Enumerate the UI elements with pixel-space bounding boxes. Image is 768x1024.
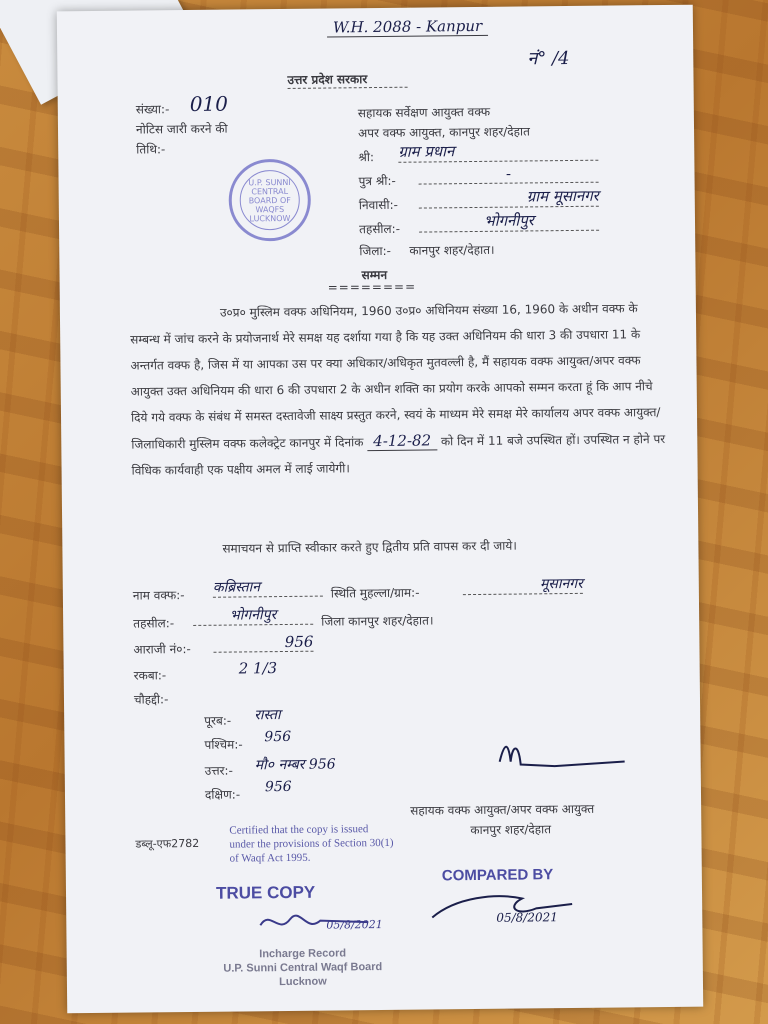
officer-designation-line-1: सहायक वक्फ आयुक्त/अपर वक्फ आयुक्त (410, 801, 595, 818)
north-label: उत्तर:- (204, 763, 233, 778)
notice-issue-label: नोटिस जारी करने की (135, 121, 228, 137)
tehsil-value: भोगनीपुर (419, 210, 599, 233)
location-label: स्थिति मुहल्ला/ग्राम:- (330, 585, 420, 601)
acknowledgement-paragraph: समाचयन से प्राप्ति स्वीकार करते हुए द्वितीय प्रति वापस कर दी जाये। (222, 538, 517, 556)
seal-text: U.P. SUNNI CENTRAL BOARD OF WAQFS LUCKNOW (248, 177, 291, 223)
notice-date-label: तिथि:- (136, 142, 166, 157)
plot-number-value: 956 (213, 633, 313, 653)
officer-signature-icon (494, 735, 634, 776)
addressee-name-label: श्री: (358, 150, 375, 165)
compared-by-date: 05/8/2021 (496, 910, 558, 925)
reference-code: डब्लू-एफ2782 (135, 836, 200, 851)
top-handwritten-reference: W.H. 2088 - Kanpur (327, 17, 488, 38)
location-value: मूसानगर (463, 574, 583, 595)
east-value: रास्ता (254, 707, 281, 724)
area-value: 2 1/3 (238, 659, 278, 678)
resident-label: निवासी:- (358, 197, 399, 213)
incharge-line-3: Lucknow (279, 975, 327, 989)
compared-by-stamp: COMPARED BY (441, 866, 554, 885)
incharge-record-stamp (223, 946, 383, 990)
office-line-2: अपर वक्फ आयुक्त, कानपुर शहर/देहात (357, 124, 531, 141)
son-of-label: पुत्र श्री:- (358, 173, 396, 189)
summons-body-tail: को दिन में 11 बजे उपस्थित हों। उपस्थित न होने पर विधिक कार्यवाही एक पक्षीय अमल में लाई जायेगी। (131, 432, 666, 478)
details-tehsil-label: तहसील:- (133, 616, 175, 631)
west-value: 956 (264, 728, 292, 746)
south-value: 956 (264, 778, 292, 796)
south-label: दक्षिण:- (204, 787, 241, 802)
number-label: संख्या:- (135, 102, 170, 117)
west-label: पश्चिम:- (204, 737, 243, 752)
certified-line-1: Certified that the copy is issued (229, 823, 369, 837)
serial-handwritten: नं° /4 (527, 47, 570, 70)
hearing-date-handwritten: 4-12-82 (367, 431, 437, 451)
waqf-name-value: कब्रिस्तान (213, 577, 323, 598)
officer-designation-line-2: कानपुर शहर/देहात (470, 822, 552, 838)
district-value: कानपुर शहर/देहात। (409, 242, 495, 258)
incharge-line-1: Incharge Record (259, 947, 347, 961)
north-value: मौ० नम्बर 956 (254, 756, 336, 774)
incharge-line-2: U.P. Sunni Central Waqf Board (223, 961, 383, 975)
plot-number-label: आराजी नं०:- (133, 641, 191, 657)
summons-body-text: उ०प्र० मुस्लिम वक्फ अधिनियम, 1960 उ०प्र० अधिनियम संख्या 16, 1960 के अधीन वक्फ के सम्बन्ध में जांच करने के प्रयोजनार्थ मेरे समक्ष यह दर्शाया गया है कि यह उक्त अधिनियम की धारा 3 की उपधारा 11 के अन्तर्गत वक्फ है, जिस में या आपका उस पर क्या अधिकार/अधिकृत मुतवल्ली है, मैं सहायक वक्फ आयुक्त/अपर वक्फ आयुक्त उक्त अधिनियम की धारा 6 की उपधारा 2 के अधीन शक्ति का प्रयोग करके आपको सम्मन करता हूं कि आप नीचे दिये गये वक्फ के संबंध में समस्त दस्तावेजी साक्ष्य प्रस्तुत करने, स्वयं के माध्यम मेरे समक्ष मेरे कार्यालय अपर वक्फ आयुक्त/जिलाधिकारी मुस्लिम वक्फ कलेक्ट्रेट कानपुर में दिनांक (130, 301, 661, 452)
addressee-name-value: ग्राम प्रधान (398, 140, 598, 163)
true-copy-stamp: TRUE COPY (215, 882, 316, 903)
waqf-board-seal-icon (228, 159, 311, 242)
summons-title-rule: ======== (327, 279, 417, 295)
certified-line-2: under the provisions of Section 30(1) (229, 836, 394, 851)
document-page (57, 5, 703, 1014)
details-tehsil-value: भोगनीपुर (193, 605, 313, 626)
resident-value: ग्राम मूसानगर (419, 186, 599, 209)
boundary-label: चौहद्दी:- (133, 692, 169, 707)
office-line-1: सहायक सर्वेक्षण आयुक्त वक्फ (357, 104, 491, 121)
area-label: रकबा:- (133, 668, 167, 683)
east-label: पूरब:- (204, 713, 232, 728)
son-of-value: - (418, 164, 598, 185)
district-label: जिला:- (359, 243, 392, 259)
details-district-label: जिला कानपुर शहर/देहात। (321, 613, 434, 629)
summons-body-paragraph (130, 295, 672, 484)
tehsil-label: तहसील:- (358, 221, 401, 237)
government-label: उत्तर प्रदेश सरकार (287, 70, 407, 89)
waqf-name-label: नाम वक्फ:- (132, 588, 185, 603)
certified-line-3: of Waqf Act 1995. (229, 851, 311, 865)
true-copy-date: 05/8/2021 (326, 917, 383, 932)
number-value: 010 (189, 91, 229, 116)
summons-title: सम्मन (361, 267, 388, 283)
certified-copy-stamp (229, 822, 393, 866)
